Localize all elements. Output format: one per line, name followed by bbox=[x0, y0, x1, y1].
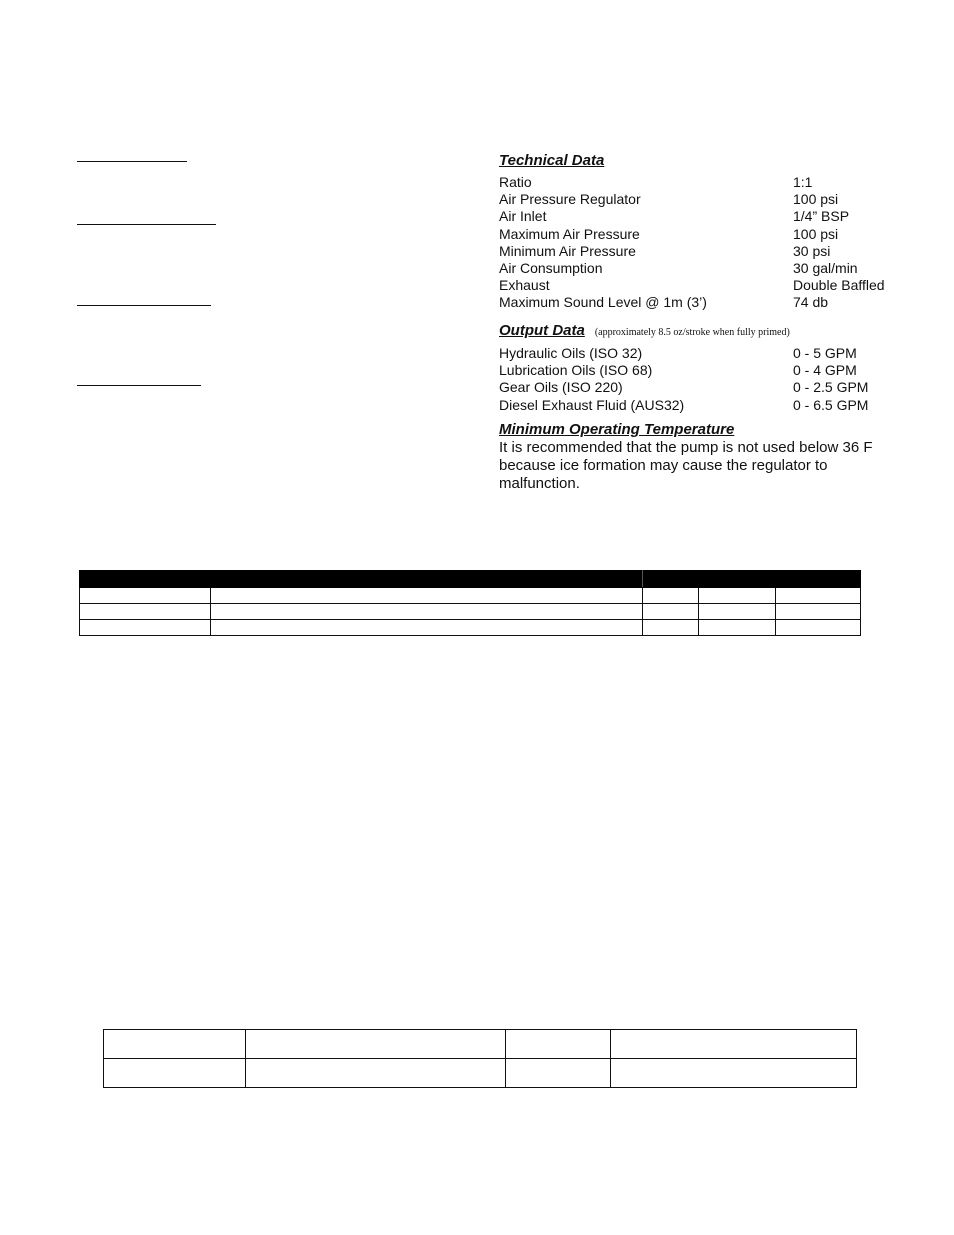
table-row bbox=[80, 620, 861, 636]
table-cell bbox=[643, 588, 699, 604]
spec-row-air-pressure-regulator bbox=[499, 191, 919, 208]
spec-value: 30 psi bbox=[793, 242, 831, 259]
parts-table-header bbox=[80, 571, 861, 588]
table-cell bbox=[699, 620, 776, 636]
left-heading-rule-4 bbox=[77, 385, 201, 386]
table-cell bbox=[643, 604, 699, 620]
spec-label: Air Consumption bbox=[499, 259, 603, 276]
output-data-note: (approximately 8.5 oz/stroke when fully primed) bbox=[594, 327, 790, 338]
output-label: Hydraulic Oils (ISO 32) bbox=[499, 345, 643, 361]
table-cell bbox=[611, 1030, 857, 1059]
spec-label: Minimum Air Pressure bbox=[499, 242, 636, 259]
output-data-heading bbox=[499, 322, 790, 339]
spec-value: 100 psi bbox=[793, 225, 839, 242]
table-cell bbox=[776, 604, 861, 620]
table-cell bbox=[80, 588, 211, 604]
header-cell bbox=[80, 571, 643, 588]
spec-row-min-air-pressure bbox=[499, 243, 919, 260]
left-heading-rule-3 bbox=[77, 305, 211, 306]
output-row-hydraulic bbox=[499, 345, 919, 362]
table-cell bbox=[246, 1059, 506, 1088]
parts-table bbox=[79, 570, 861, 636]
output-label: Gear Oils (ISO 220) bbox=[499, 379, 623, 396]
spec-label: Maximum Sound Level @ 1m (3’) bbox=[499, 294, 707, 311]
header-cell bbox=[643, 571, 861, 588]
table-cell bbox=[699, 588, 776, 604]
spec-label: Air Inlet bbox=[499, 208, 547, 225]
output-value: 0 - 6.5 GPM bbox=[793, 396, 869, 413]
spec-value: Double Baffled bbox=[793, 277, 885, 294]
technical-data-heading: Technical Data bbox=[499, 152, 605, 169]
left-heading-rule-2 bbox=[77, 224, 216, 225]
output-value: 0 - 4 GPM bbox=[793, 362, 857, 379]
output-row-gear bbox=[499, 379, 919, 396]
left-heading-rule-1 bbox=[77, 161, 187, 162]
spec-value: 1:1 bbox=[793, 174, 813, 190]
table-cell bbox=[776, 620, 861, 636]
output-data-list bbox=[499, 345, 919, 414]
spec-row-sound-level bbox=[499, 294, 919, 311]
spec-row-exhaust bbox=[499, 277, 919, 294]
table-cell bbox=[80, 620, 211, 636]
spec-value: 74 db bbox=[793, 294, 829, 311]
table-cell bbox=[506, 1059, 611, 1088]
output-row-lubrication bbox=[499, 362, 919, 379]
min-temp-heading: Minimum Operating Temperature bbox=[499, 421, 735, 438]
output-label: Diesel Exhaust Fluid (AUS32) bbox=[499, 396, 685, 413]
table-row bbox=[104, 1059, 857, 1088]
table-cell bbox=[506, 1030, 611, 1059]
table-cell bbox=[211, 620, 643, 636]
output-value: 0 - 2.5 GPM bbox=[793, 379, 869, 396]
bottom-table bbox=[103, 1029, 857, 1088]
spec-row-max-air-pressure bbox=[499, 226, 919, 243]
output-value: 0 - 5 GPM bbox=[793, 345, 857, 361]
spec-label: Ratio bbox=[499, 174, 532, 190]
spec-value: 100 psi bbox=[793, 191, 839, 208]
spec-label: Air Pressure Regulator bbox=[499, 191, 641, 208]
table-cell bbox=[80, 604, 211, 620]
output-label: Lubrication Oils (ISO 68) bbox=[499, 362, 653, 379]
table-cell bbox=[611, 1059, 857, 1088]
spec-value: 1/4” BSP bbox=[793, 208, 850, 225]
table-row bbox=[80, 604, 861, 620]
table-cell bbox=[776, 588, 861, 604]
table-cell bbox=[643, 620, 699, 636]
technical-data-list bbox=[499, 174, 919, 312]
table-row bbox=[104, 1030, 857, 1059]
output-data-title: Output Data bbox=[499, 322, 585, 339]
spec-value: 30 gal/min bbox=[793, 259, 858, 276]
table-cell bbox=[246, 1030, 506, 1059]
spec-label: Exhaust bbox=[499, 277, 550, 294]
spec-row-air-consumption bbox=[499, 260, 919, 277]
spec-label: Maximum Air Pressure bbox=[499, 225, 640, 242]
table-cell bbox=[104, 1059, 246, 1088]
output-row-def bbox=[499, 397, 919, 414]
spec-row-air-inlet bbox=[499, 208, 919, 225]
min-temp-text: It is recommended that the pump is not used below 36 F because ice formation may cause the regulator to malfunction. bbox=[499, 439, 873, 492]
spec-row-ratio bbox=[499, 174, 919, 191]
table-cell bbox=[104, 1030, 246, 1059]
table-cell bbox=[211, 604, 643, 620]
table-row bbox=[80, 588, 861, 604]
table-cell bbox=[699, 604, 776, 620]
table-cell bbox=[211, 588, 643, 604]
